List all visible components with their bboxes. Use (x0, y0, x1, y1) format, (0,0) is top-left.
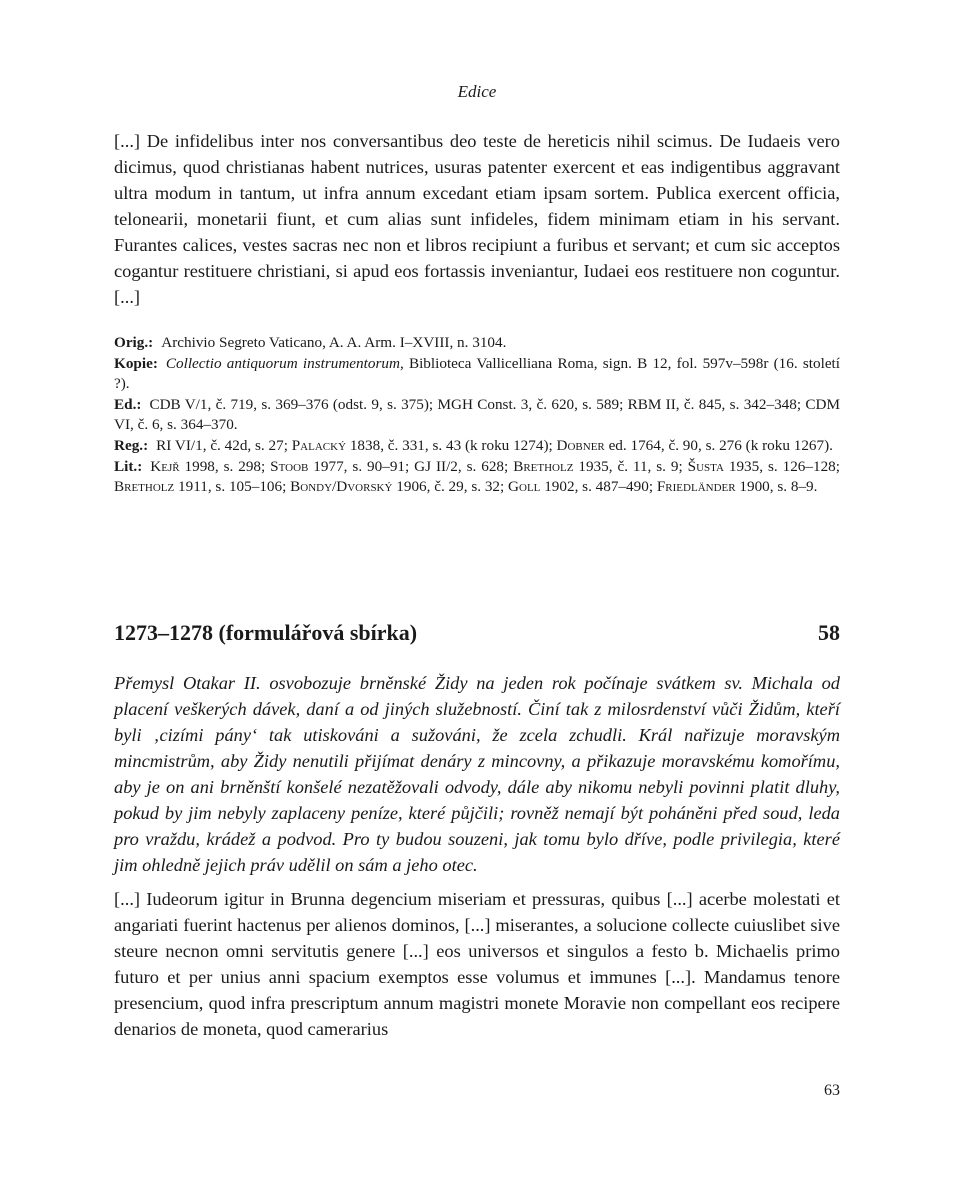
lit-author-4: Šusta (687, 457, 724, 475)
page-number: 63 (824, 1082, 840, 1099)
lit-label: Lit.: (114, 457, 143, 475)
reg-label: Reg.: (114, 436, 149, 454)
lit-text-6: 1906, č. 29, s. 32; (392, 478, 509, 496)
apparatus-reg (114, 436, 840, 457)
lit-author-7: Goll (508, 478, 541, 496)
document-heading (114, 620, 840, 646)
apparatus-orig (114, 333, 840, 354)
lit-text-7: 1902, s. 487–490; (540, 478, 657, 496)
document-page (114, 0, 840, 1181)
lit-text-2: 1977, s. 90–91; GJ II/2, s. 628; (308, 457, 514, 475)
apparatus-lit (114, 457, 840, 498)
ed-text: CDB V/1, č. 719, s. 369–376 (odst. 9, s. 375); MGH Const. 3, č. 620, s. 589; RBM II, č. 845, s. 342–348; CDM VI, č. 6, s. 364–370. (114, 395, 840, 434)
lit-text-5: 1911, s. 105–106; (174, 478, 291, 496)
reg-text-1: RI VI/1, č. 42d, s. 27; (156, 436, 292, 454)
lit-text-3: 1935, č. 11, s. 9; (573, 457, 688, 475)
lit-author-5: Bretholz (114, 478, 175, 496)
critical-apparatus (114, 333, 840, 498)
lit-author-6: Bondy/Dvorský (290, 478, 393, 496)
regest: Přemysl Otakar II. osvobozuje brněnské Židy na jeden rok počínaje svátkem sv. Michala od placení veškerých dávek, daní a od jiných služebností. Činí tak z milosrdenství vůči Židům, kteří byli ‚cizími pány‘ tak utiskováni a sužováni, že zcela zchudli. Král nařizuje moravským mincmistrům, aby Židy nenutili přijímat denáry z mincovny, a přikazuje moravskému komořímu, aby je on ani brněnští konšelé nezatěžovali odvody, dále aby nikomu nebyli povinni platit dluhy, pokud by jim nebyly zaplaceny peníze, které půjčili; rovněž nemají být poháněni před soud, leda pro vraždu, krádež a podvod. Pro ty budou souzeni, jak tomu bylo dříve, podle privilegia, které jim ohledně jejich práv udělil on sám a jeho otec. (114, 673, 840, 875)
lit-author-8: Friedländer (656, 478, 736, 496)
ed-label: Ed.: (114, 395, 142, 413)
lit-text-4: 1935, s. 126–128; (723, 457, 840, 475)
running-head: Edice (457, 82, 497, 101)
apparatus-kopie (114, 354, 840, 395)
latin-excerpt-2: [...] Iudeorum igitur in Brunna degencium miseriam et pressuras, quibus [...] acerbe molestati et angariati fuerint hactenus per alienos dominos, [...] miserantes, a solucione collecte cuiuslibet sive steure necnon omni servitutis genere [...] eos universos et singulos a festo b. Michaelis primo futuro et per unius anni spacium exemptos esse volumus et immunes [...]. Mandamus tenore presencium, quod infra prescriptum annum magistri monete Moravie non compellant eos recipere denarios de moneta, quod camerarius (114, 889, 840, 1039)
orig-text: Archivio Segreto Vaticano, A. A. Arm. I–XVIII, n. 3104. (161, 334, 507, 351)
lit-author-3: Bretholz (513, 457, 574, 475)
reg-text-2: 1838, č. 331, s. 43 (k roku 1274); (346, 436, 557, 454)
kopie-title: Collectio antiquorum instrumentorum (165, 354, 400, 372)
kopie-label: Kopie: (114, 354, 158, 372)
lit-text-8: 1900, s. 8–9. (735, 478, 818, 496)
heading-date: 1273–1278 (formulářová sbírka) (114, 620, 418, 645)
lit-text-1: 1998, s. 298; (179, 457, 271, 475)
apparatus-ed (114, 395, 840, 436)
orig-label: Orig.: (114, 334, 154, 351)
latin-excerpt-1: [...] De infidelibus inter nos conversantibus deo teste de hereticis nihil scimus. De Iudaeis vero dicimus, quod christianas habent nutrices, usuras patenter exercent et eas indigentibus aggravant ultra modum in tantum, ut infra annum excedant etiam ipsam sortem. Publica exercent officia, telonearii, monetarii fiunt, et cum alias sunt infideles, fidem minimam etiam in his servant. Furantes calices, vestes sacras nec non et libros recipiunt a furibus et servant; et cum sic acceptos cogantur restituere christiani, si apud eos fortassis inveniantur, Iudaei eos restituere non coguntur. [...] (114, 131, 840, 307)
document-number: 58 (818, 620, 840, 645)
reg-author-2: Dobner (556, 436, 605, 454)
reg-text-3: ed. 1764, č. 90, s. 276 (k roku 1267). (604, 436, 833, 454)
reg-author-1: Palacký (291, 436, 347, 454)
kopie-text: , Biblioteca Vallicelliana Roma, sign. B 12, fol. 597v–598r (16. století ?). (114, 354, 841, 393)
lit-author-1: Kejř (150, 457, 180, 475)
lit-author-2: Stoob (270, 457, 309, 475)
